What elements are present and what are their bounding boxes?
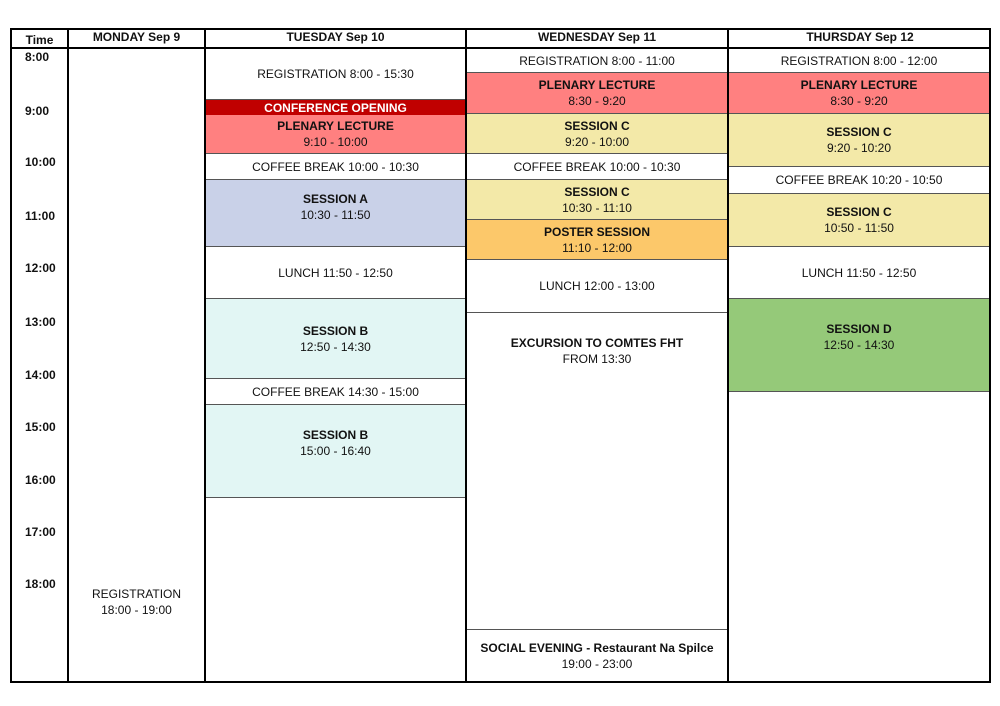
time-label: 14:00	[25, 368, 56, 382]
thursday-session-d	[729, 299, 989, 392]
wednesday-lunch	[467, 260, 727, 313]
event-time: 8:30 - 9:20	[568, 94, 626, 108]
tuesday-conference-opening	[206, 100, 465, 115]
time-label: 15:00	[25, 420, 56, 434]
header-thursday: THURSDAY Sep 12	[806, 30, 914, 44]
event-time: 10:50 - 11:50	[824, 221, 894, 235]
event-title: SESSION C	[826, 125, 892, 139]
event-title: PLENARY LECTURE	[538, 78, 656, 92]
header-tuesday: TUESDAY Sep 10	[286, 30, 385, 44]
divider-time-monday	[67, 28, 69, 683]
thursday-plenary-lecture	[729, 73, 989, 114]
event-title: SESSION D	[826, 322, 892, 336]
time-label: 10:00	[25, 155, 56, 169]
tuesday-session-b-2	[206, 405, 465, 498]
thursday-session-c-2	[729, 194, 989, 247]
header-time: Time	[25, 33, 54, 47]
tuesday-registration	[206, 49, 465, 100]
time-label: 18:00	[25, 577, 56, 591]
wednesday-excursion	[467, 313, 727, 630]
wednesday-plenary-lecture	[467, 73, 727, 114]
event-title: PLENARY LECTURE	[277, 119, 394, 133]
event-title: PLENARY LECTURE	[800, 78, 918, 92]
header-monday: MONDAY Sep 9	[92, 30, 181, 44]
event-time: 15:00 - 16:40	[300, 444, 371, 458]
event-title: REGISTRATION 8:00 - 15:30	[257, 67, 414, 81]
event-title: LUNCH 11:50 - 12:50	[278, 265, 393, 280]
event-title: REGISTRATION 8:00 - 11:00	[519, 53, 675, 68]
time-label: 11:00	[25, 209, 56, 223]
wednesday-coffee-break	[467, 154, 727, 180]
thursday-lunch	[729, 247, 989, 299]
wednesday-session-c-2	[467, 180, 727, 220]
thursday-registration	[729, 49, 989, 73]
event-title: POSTER SESSION	[543, 224, 651, 239]
event-title: COFFEE BREAK 10:20 - 10:50	[775, 173, 943, 187]
event-time: 9:20 - 10:20	[826, 141, 892, 155]
tuesday-coffee-break-2	[206, 379, 465, 405]
event-title: SESSION A	[303, 192, 368, 206]
event-time: FROM 13:30	[562, 352, 632, 366]
time-label: 17:00	[25, 525, 56, 539]
event-title: SESSION B	[302, 323, 369, 338]
event-title: COFFEE BREAK 10:00 - 10:30	[513, 159, 681, 174]
monday-registration	[69, 586, 204, 626]
wednesday-session-c	[467, 114, 727, 154]
thursday-coffee-break	[729, 167, 989, 194]
tuesday-session-a	[206, 180, 465, 247]
tuesday-lunch	[206, 247, 465, 299]
event-title: SESSION C	[564, 184, 630, 199]
event-time: 18:00 - 19:00	[101, 603, 172, 617]
tuesday-session-b	[206, 299, 465, 379]
event-time: 11:10 - 12:00	[562, 240, 632, 255]
time-label: 12:00	[25, 261, 56, 275]
event-title: SOCIAL EVENING - Restaurant Na Spilce	[480, 641, 714, 655]
time-label: 9:00	[25, 104, 50, 118]
header-wednesday: WEDNESDAY Sep 11	[537, 30, 657, 44]
wednesday-registration	[467, 49, 727, 73]
time-label: 16:00	[25, 473, 56, 487]
event-title: REGISTRATION 8:00 - 12:00	[780, 53, 938, 68]
time-label: 8:00	[25, 50, 50, 64]
event-time: 19:00 - 23:00	[561, 657, 633, 671]
tuesday-coffee-break	[206, 154, 465, 180]
time-label: 13:00	[25, 315, 56, 329]
event-title: EXCURSION TO COMTES FHT	[510, 336, 684, 350]
tuesday-plenary-lecture	[206, 115, 465, 154]
event-title: SESSION C	[564, 118, 630, 133]
event-title: LUNCH 12:00 - 13:00	[539, 279, 655, 293]
event-time: 10:30 - 11:10	[562, 200, 632, 215]
event-title: COFFEE BREAK 10:00 - 10:30	[252, 159, 419, 174]
event-title: SESSION C	[826, 205, 892, 219]
event-title: REGISTRATION	[91, 587, 182, 601]
event-title: LUNCH 11:50 - 12:50	[801, 265, 917, 280]
wednesday-poster-session	[467, 220, 727, 260]
thursday-session-c	[729, 114, 989, 167]
event-title: COFFEE BREAK 14:30 - 15:00	[252, 384, 419, 399]
event-title: CONFERENCE OPENING	[264, 100, 407, 115]
event-time: 12:50 - 14:30	[823, 338, 895, 352]
event-title: SESSION B	[302, 428, 369, 442]
wednesday-social-evening	[467, 630, 727, 682]
event-time: 10:30 - 11:50	[300, 208, 371, 222]
event-time: 9:10 - 10:00	[303, 135, 368, 149]
event-time: 12:50 - 14:30	[300, 339, 371, 354]
event-time: 8:30 - 9:20	[830, 94, 888, 108]
event-time: 9:20 - 10:00	[564, 134, 630, 149]
